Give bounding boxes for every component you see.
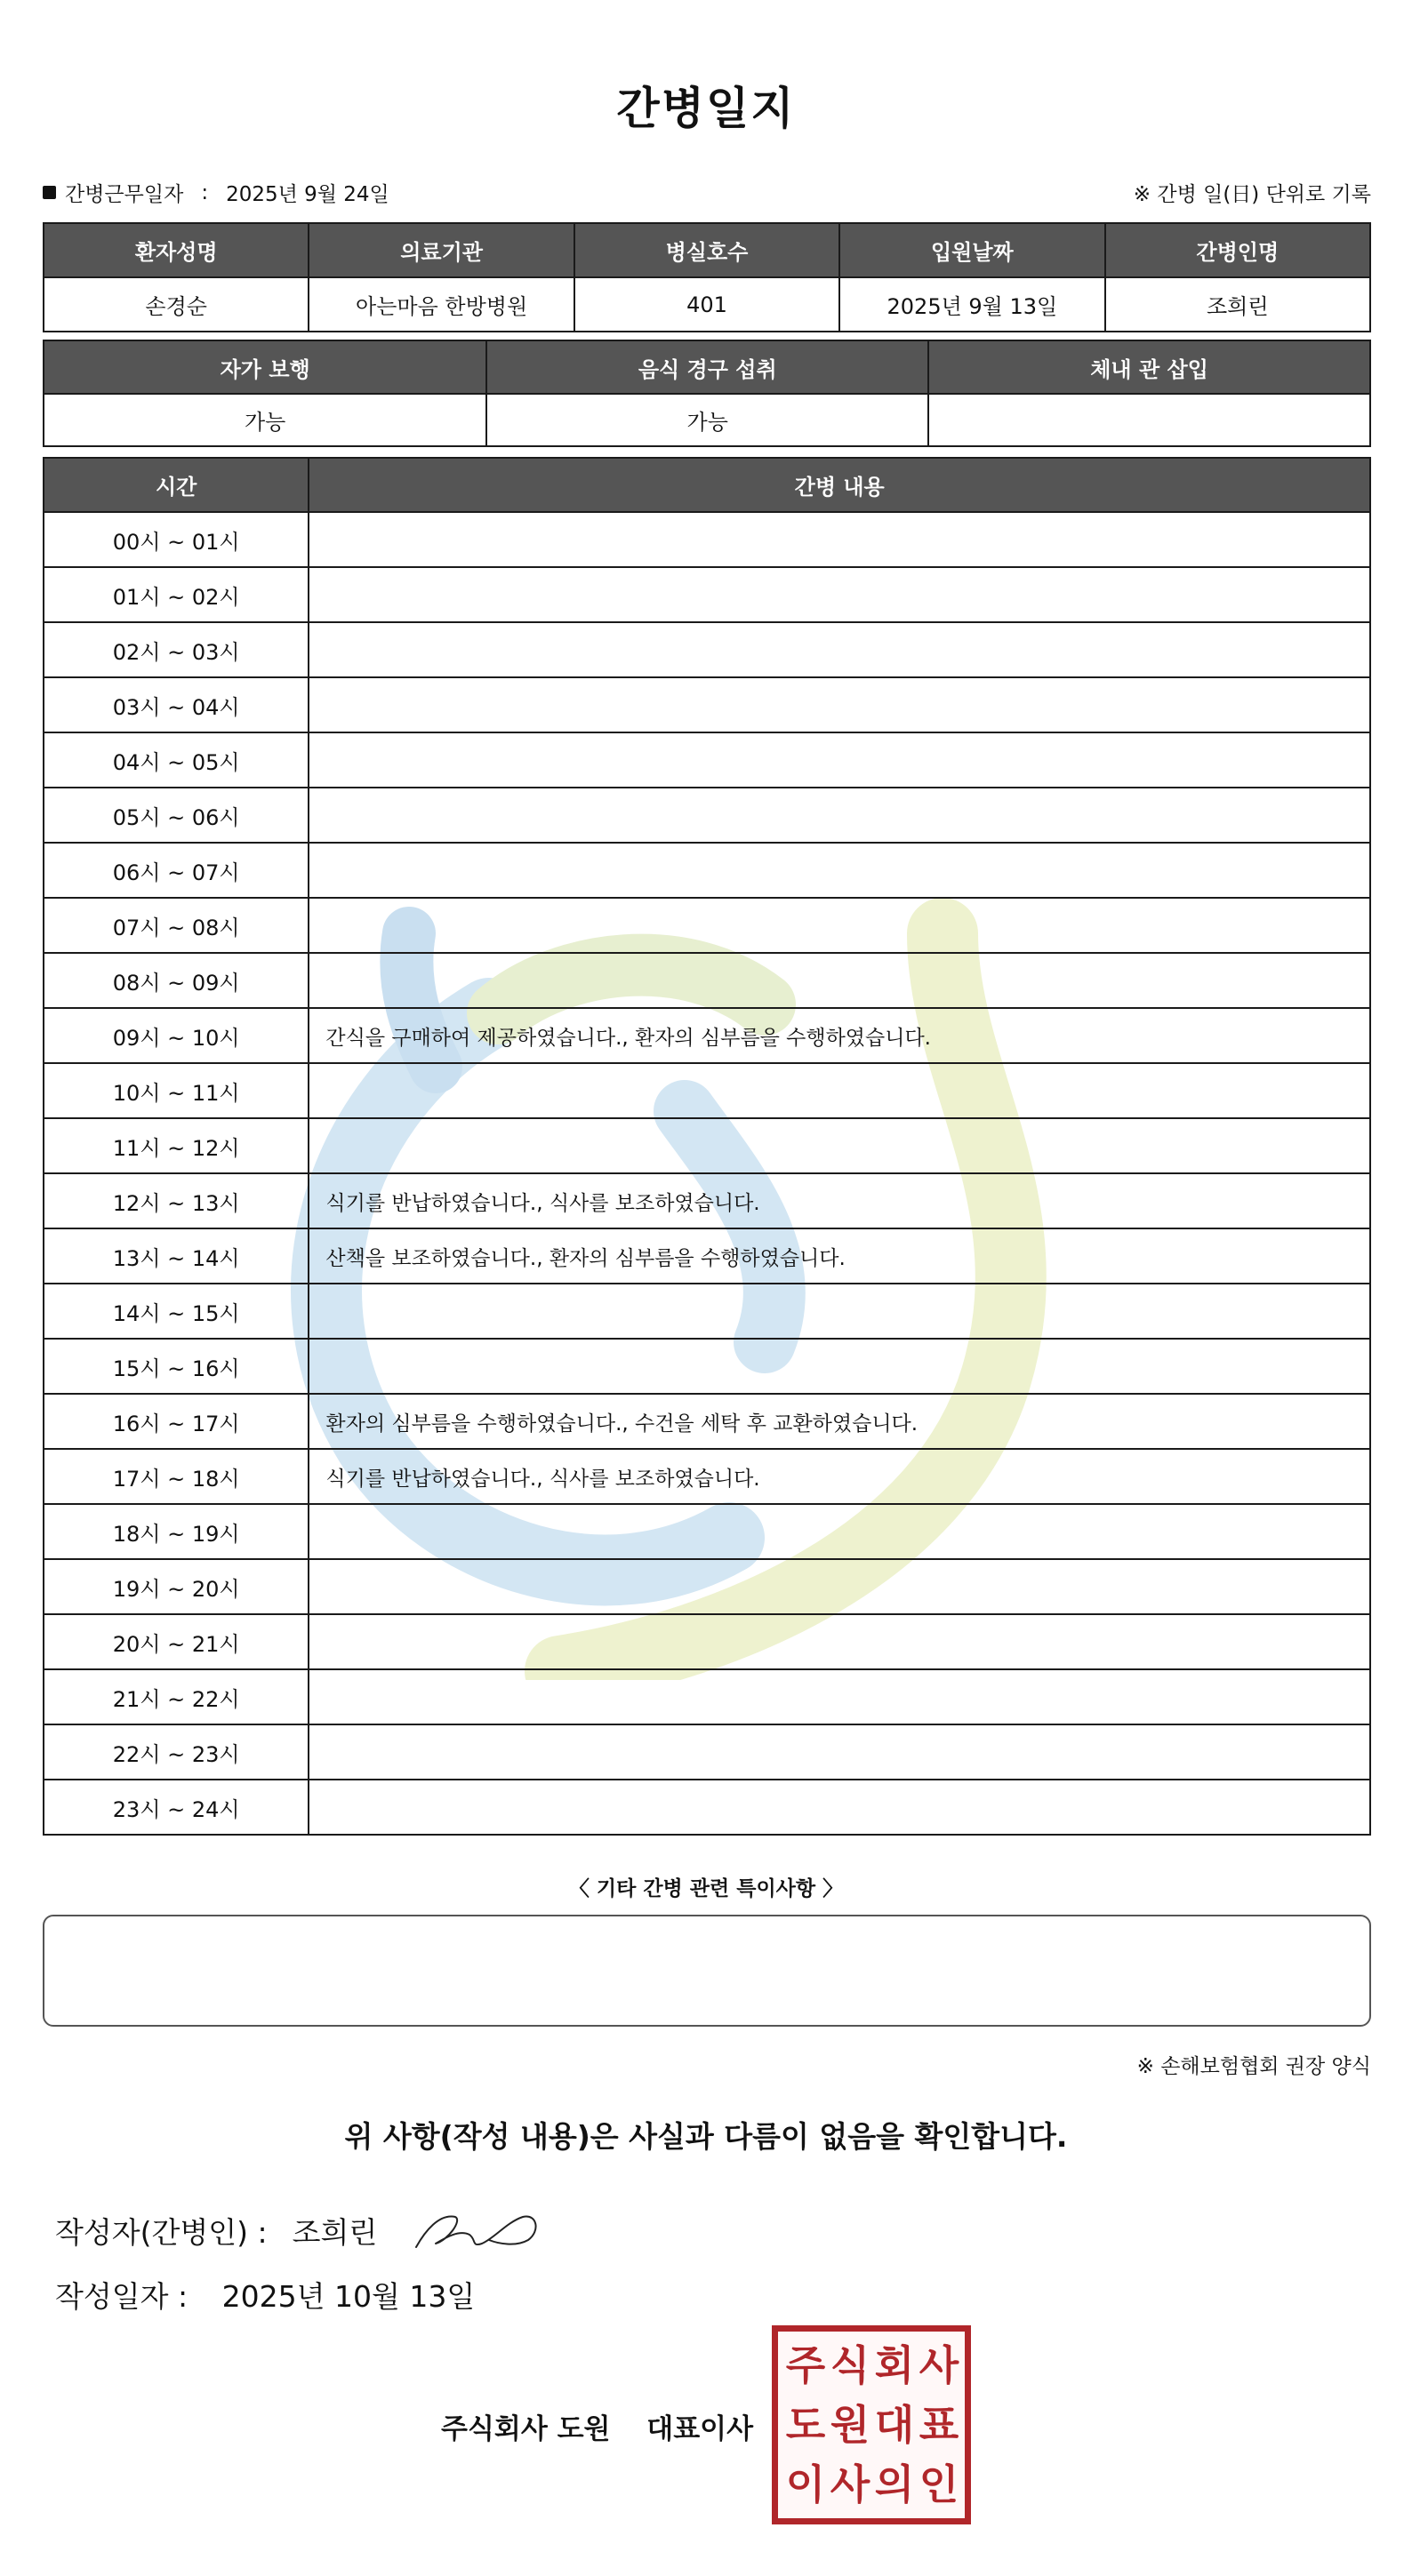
company-seal-stamp (772, 2325, 971, 2524)
time-slot: 23시 ~ 24시 (44, 1780, 309, 1835)
seal-char: 이 (785, 2460, 826, 2509)
table-row (44, 512, 1370, 567)
time-slot: 09시 ~ 10시 (44, 1008, 309, 1063)
table-row (44, 1008, 1370, 1063)
table-row (44, 898, 1370, 953)
table-row (44, 1284, 1370, 1339)
caregiver-name: 조희린 (1105, 277, 1370, 332)
table-row (44, 1614, 1370, 1669)
daily-record-note: ※ 간병 일(日) 단위로 기록 (1133, 183, 1371, 206)
table-row (44, 1173, 1370, 1228)
confirmation-statement: 위 사항(작성 내용)은 사실과 다름이 없음을 확인합니다. (344, 2119, 1068, 2154)
admission-date: 2025년 9월 13일 (839, 277, 1104, 332)
header-caregiver-name: 간병인명 (1105, 223, 1370, 277)
ability-value-row (44, 394, 1370, 446)
table-row (44, 1669, 1370, 1724)
patient-ability-table (43, 340, 1371, 447)
oral-intake-value: 가능 (486, 394, 928, 446)
seal-char: 원 (830, 2400, 870, 2449)
table-row (44, 843, 1370, 898)
table-row (44, 1504, 1370, 1559)
table-row (44, 953, 1370, 1008)
time-slot: 11시 ~ 12시 (44, 1118, 309, 1173)
time-slot: 17시 ~ 18시 (44, 1449, 309, 1504)
care-content (309, 622, 1370, 677)
time-slot: 18시 ~ 19시 (44, 1504, 309, 1559)
special-notes-label: 〈 기타 간병 관련 특이사항 〉 (568, 1877, 844, 1900)
work-date-separator: : (201, 180, 209, 204)
time-slot: 07시 ~ 08시 (44, 898, 309, 953)
handwritten-signature (409, 2204, 542, 2256)
writer-line (55, 2204, 542, 2256)
tube-insertion-value (928, 394, 1370, 446)
writer-name: 조희린 (292, 2214, 378, 2250)
seal-char: 의 (874, 2460, 915, 2509)
special-notes-box (43, 1915, 1371, 2027)
table-row (44, 1559, 1370, 1614)
care-content (309, 1284, 1370, 1339)
meta-row (43, 178, 1371, 206)
time-slot: 01시 ~ 02시 (44, 567, 309, 622)
care-content (309, 1063, 1370, 1118)
time-slot: 00시 ~ 01시 (44, 512, 309, 567)
table-row (44, 1228, 1370, 1284)
header-admission-date: 입원날짜 (839, 223, 1104, 277)
hospital-name: 아는마음 한방병원 (309, 277, 574, 332)
seal-char: 회 (874, 2340, 915, 2389)
table-row (44, 1339, 1370, 1394)
care-content: 간식을 구매하여 제공하였습니다., 환자의 심부름을 수행하였습니다. (309, 1008, 1370, 1063)
table-row (44, 732, 1370, 788)
care-content (309, 1339, 1370, 1394)
time-slot: 16시 ~ 17시 (44, 1394, 309, 1449)
header-patient-name: 환자성명 (44, 223, 309, 277)
time-slot: 22시 ~ 23시 (44, 1724, 309, 1780)
patient-info-header-row (44, 223, 1370, 277)
care-content (309, 1504, 1370, 1559)
time-slot: 15시 ~ 16시 (44, 1339, 309, 1394)
document-title: 간병일지 (616, 83, 796, 134)
care-content (309, 677, 1370, 732)
care-content (309, 512, 1370, 567)
care-content: 식기를 반납하였습니다., 식사를 보조하였습니다. (309, 1449, 1370, 1504)
time-slot: 19시 ~ 20시 (44, 1559, 309, 1614)
seal-char: 표 (919, 2400, 959, 2449)
header-room-number: 병실호수 (574, 223, 839, 277)
time-slot: 08시 ~ 09시 (44, 953, 309, 1008)
writer-label: 작성자(간병인) : (55, 2214, 268, 2250)
seal-char: 도 (785, 2400, 826, 2449)
work-date (43, 178, 389, 207)
ceo-title: 대표이사 (646, 2413, 754, 2445)
written-date-value: 2025년 10월 13일 (221, 2279, 476, 2314)
patient-name: 손경순 (44, 277, 309, 332)
seal-char: 주 (785, 2340, 826, 2389)
header-time: 시간 (44, 458, 309, 512)
seal-characters (783, 2335, 961, 2515)
care-content (309, 843, 1370, 898)
seal-char: 대 (874, 2400, 915, 2449)
patient-info-table (43, 222, 1371, 332)
time-slot: 06시 ~ 07시 (44, 843, 309, 898)
time-slot: 02시 ~ 03시 (44, 622, 309, 677)
care-content (309, 953, 1370, 1008)
association-form-note: ※ 손해보험협회 권장 양식 (1136, 2055, 1371, 2078)
table-row (44, 677, 1370, 732)
care-content (309, 732, 1370, 788)
table-row (44, 1724, 1370, 1780)
table-row (44, 788, 1370, 843)
table-row (44, 1780, 1370, 1835)
time-slot: 13시 ~ 14시 (44, 1228, 309, 1284)
time-slot: 04시 ~ 05시 (44, 732, 309, 788)
care-content (309, 1118, 1370, 1173)
seal-char: 인 (919, 2460, 959, 2509)
seal-char: 식 (830, 2340, 870, 2389)
work-date-label: 간병근무일자 (65, 183, 184, 206)
self-walking-value: 가능 (44, 394, 486, 446)
care-content (309, 1780, 1370, 1835)
time-slot: 05시 ~ 06시 (44, 788, 309, 843)
care-content (309, 898, 1370, 953)
care-content (309, 1614, 1370, 1669)
care-content: 산책을 보조하였습니다., 환자의 심부름을 수행하였습니다. (309, 1228, 1370, 1284)
time-slot: 03시 ~ 04시 (44, 677, 309, 732)
table-row (44, 1449, 1370, 1504)
header-self-walking: 자가 보행 (44, 340, 486, 394)
table-row (44, 1394, 1370, 1449)
care-content (309, 567, 1370, 622)
time-slot: 14시 ~ 15시 (44, 1284, 309, 1339)
time-slot: 20시 ~ 21시 (44, 1614, 309, 1669)
time-slot: 10시 ~ 11시 (44, 1063, 309, 1118)
care-content: 환자의 심부름을 수행하였습니다., 수건을 세탁 후 교환하였습니다. (309, 1394, 1370, 1449)
header-tube-insertion: 체내 관 삽입 (928, 340, 1370, 394)
square-bullet-icon (43, 186, 56, 199)
care-content (309, 1724, 1370, 1780)
care-log-header-row (44, 458, 1370, 512)
written-date-label: 작성일자 : (55, 2279, 189, 2314)
seal-char: 사 (919, 2340, 959, 2389)
header-oral-intake: 음식 경구 섭취 (486, 340, 928, 394)
table-row (44, 567, 1370, 622)
table-row (44, 622, 1370, 677)
header-hospital: 의료기관 (309, 223, 574, 277)
care-content (309, 1559, 1370, 1614)
time-slot: 12시 ~ 13시 (44, 1173, 309, 1228)
care-content (309, 788, 1370, 843)
care-content (309, 1669, 1370, 1724)
room-number: 401 (574, 277, 839, 332)
time-slot: 21시 ~ 22시 (44, 1669, 309, 1724)
company-signature-line (441, 2406, 753, 2446)
header-care-content: 간병 내용 (309, 458, 1370, 512)
table-row (44, 1118, 1370, 1173)
care-log-table (43, 457, 1371, 1836)
work-date-value: 2025년 9월 24일 (226, 183, 389, 206)
patient-info-value-row (44, 277, 1370, 332)
written-date-line (55, 2274, 475, 2316)
table-row (44, 1063, 1370, 1118)
ability-header-row (44, 340, 1370, 394)
company-name: 주식회사 도원 (441, 2413, 611, 2445)
seal-char: 사 (830, 2460, 870, 2509)
care-content: 식기를 반납하였습니다., 식사를 보조하였습니다. (309, 1173, 1370, 1228)
